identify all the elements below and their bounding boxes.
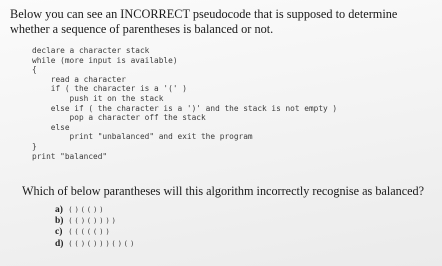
option-b[interactable] <box>55 215 134 226</box>
code-line: while (more input is available) <box>32 55 178 65</box>
option-letter: a) <box>55 205 63 215</box>
option-letter: b) <box>55 216 64 227</box>
intro-paragraph: Below you can see an INCORRECT pseudocode that is supposed to determine whether a sequence of parentheses is balanced or not. <box>10 7 398 36</box>
option-letter: c) <box>55 227 63 238</box>
option-text: ( ( ( ( ( ) ) <box>69 228 110 237</box>
code-line: push it on the stack <box>32 93 164 103</box>
option-text: ( ) ( ( ) ) <box>69 206 104 214</box>
code-line: read a character <box>32 74 126 84</box>
code-line: { <box>32 65 37 75</box>
option-text: ( ( ) ( ) ) ) ( ) ( ) <box>69 239 135 248</box>
code-line: print "balanced" <box>32 151 108 161</box>
option-c[interactable] <box>55 226 134 237</box>
code-line: else if ( the character is a ')' and the stack is not empty ) <box>32 103 338 113</box>
pseudocode-block <box>32 46 337 161</box>
code-line: pop a character off the stack <box>32 113 206 123</box>
code-line: if ( the character is a '(' ) <box>32 84 187 94</box>
option-letter: d) <box>55 238 64 249</box>
option-d[interactable] <box>55 238 134 249</box>
code-line: } <box>32 141 37 151</box>
question-text: Which of below parantheses will this algorithm incorrectly recognise as balanced? <box>22 184 425 198</box>
option-a[interactable] <box>55 204 134 215</box>
code-line: else <box>32 122 70 132</box>
code-line: declare a character stack <box>32 46 150 55</box>
option-text: ( ( ) ( ) ) ) ) <box>69 217 116 226</box>
code-line: print "unbalanced" and exit the program <box>32 132 253 142</box>
answer-options <box>55 204 134 249</box>
